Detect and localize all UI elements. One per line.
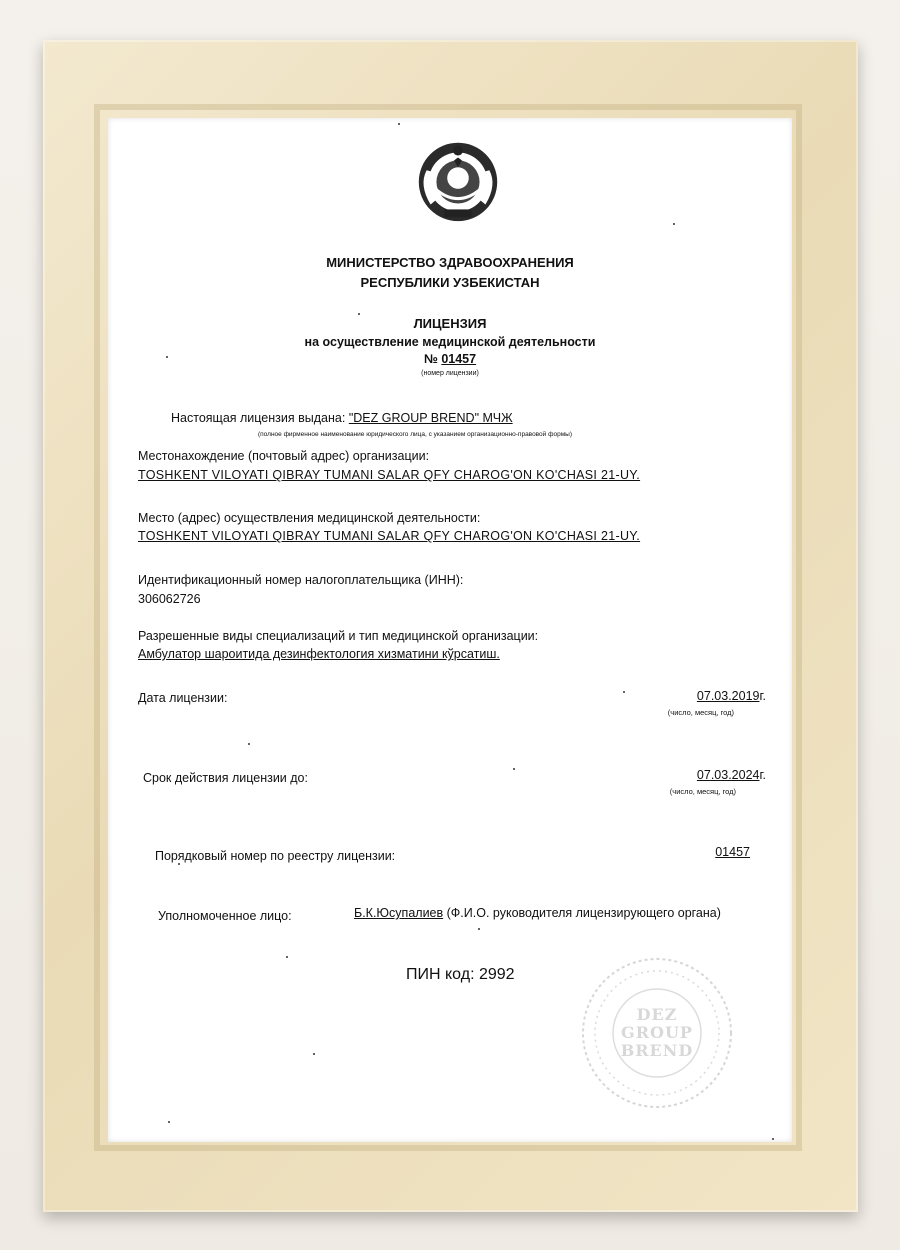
valid-until-caption: (число, месяц, год) [669, 787, 736, 796]
scan-speck [248, 743, 250, 745]
inn-value: 306062726 [138, 592, 201, 606]
scan-speck [623, 691, 625, 693]
pin-code: ПИН код: 2992 [406, 966, 515, 983]
organization-stamp [578, 953, 736, 1113]
location-value: TOSHKENT VILOYATI QIBRAY TUMANI SALAR QFY CHAROG'ON KO'CHASI 21-UY. [138, 468, 641, 482]
issued-to-caption: (полное фирменное наименование юридического лица, с указанием организационно-правовой формы) [258, 431, 572, 438]
scan-speck [772, 1138, 774, 1140]
scan-speck [178, 863, 180, 865]
stamp-line-1: DEZ [636, 1005, 678, 1024]
stamp-line-2: GROUP [621, 1023, 693, 1042]
license-date-line [697, 689, 766, 703]
valid-until-label: Срок действия лицензии до: [143, 771, 308, 785]
specialization-value: Амбулатор шароитида дезинфектология хизматини кўрсатиш. [138, 647, 500, 661]
scan-speck [513, 768, 515, 770]
scan-speck [166, 356, 168, 358]
authorized-name: Б.К.Юсупалиев [354, 906, 444, 920]
license-number-caption: (номер лицензии) [421, 370, 479, 377]
scan-speck [286, 956, 288, 958]
authorized-role: (Ф.И.О. руководителя лицензирующего органа) [446, 906, 721, 920]
license-date-value: 07.03.2019 [696, 689, 760, 703]
license-title: ЛИЦЕНЗИЯ [413, 316, 487, 331]
license-number-line [108, 352, 792, 366]
ministry-line-2: РЕСПУБЛИКИ УЗБЕКИСТАН [360, 275, 540, 290]
location-label: Местонахождение (почтовый адрес) организации: [138, 449, 430, 463]
registry-label: Порядковый номер по реестру лицензии: [155, 849, 396, 863]
state-emblem-icon [409, 130, 507, 230]
authorized-label: Уполномоченное лицо: [158, 909, 292, 923]
valid-until-value: 07.03.2024 [696, 768, 760, 782]
license-date-suffix: г. [759, 689, 766, 703]
license-date-label: Дата лицензии: [138, 691, 228, 705]
stamp-text [578, 953, 736, 1113]
license-subtitle: на осуществление медицинской деятельности [304, 335, 596, 349]
authorized-line [354, 906, 721, 920]
license-number: 01457 [441, 352, 477, 366]
scan-speck [358, 313, 360, 315]
valid-until-suffix: г. [759, 768, 766, 782]
issued-to-value: "DEZ GROUP BREND" МЧЖ [348, 411, 513, 425]
license-document [108, 118, 792, 1142]
activity-place-label: Место (адрес) осуществления медицинской деятельности: [138, 511, 481, 525]
scan-speck [313, 1053, 315, 1055]
ministry-line-1: МИНИСТЕРСТВО ЗДРАВООХРАНЕНИЯ [326, 255, 574, 270]
inn-label: Идентификационный номер налогоплательщика (ИНН): [138, 573, 464, 587]
scan-speck [168, 1121, 170, 1123]
scan-speck [673, 223, 675, 225]
license-date-caption: (число, месяц, год) [667, 708, 734, 717]
registry-value: 01457 [715, 845, 750, 859]
activity-place-value: TOSHKENT VILOYATI QIBRAY TUMANI SALAR QFY CHAROG'ON KO'CHASI 21-UY. [138, 529, 641, 543]
scan-speck [398, 123, 400, 125]
scan-speck [478, 928, 480, 930]
issued-to-label: Настоящая лицензия выдана: [171, 411, 346, 425]
specialization-label: Разрешенные виды специализаций и тип медицинской организации: [138, 629, 539, 643]
license-number-prefix: № [423, 352, 438, 366]
stamp-line-3: BREND [620, 1041, 694, 1060]
issued-to-line [171, 411, 513, 425]
valid-until-line [697, 768, 766, 782]
